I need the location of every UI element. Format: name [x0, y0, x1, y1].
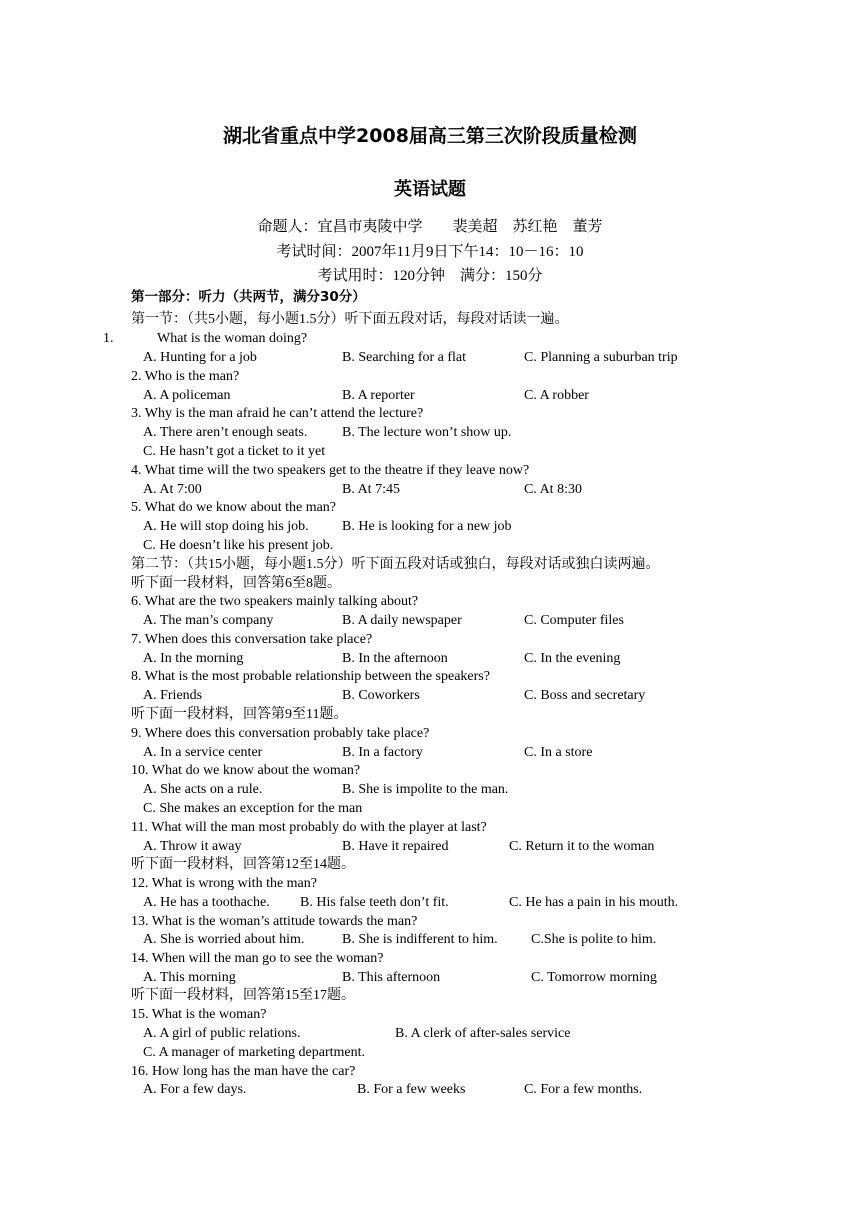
- question-text: 7. When does this conversation take place?: [131, 632, 373, 647]
- option-b: B. She is impolite to the man.: [342, 782, 509, 797]
- question-text: 11. What will the man most probably do with the player at last?: [131, 820, 487, 835]
- option-b: B. A clerk of after-sales service: [395, 1026, 571, 1041]
- question-text: 14. When will the man go to see the woman?: [131, 951, 384, 966]
- option-a: A. A policeman: [143, 388, 231, 403]
- question-text: 13. What is the woman’s attitude towards the man?: [131, 914, 418, 929]
- option-b: B. In the afternoon: [342, 651, 448, 666]
- option-a: A. She acts on a rule.: [143, 782, 263, 797]
- option-c: C. In the evening: [524, 651, 621, 666]
- question-text: 12. What is wrong with the man?: [131, 876, 317, 891]
- option-c: C. She makes an exception for the man: [143, 801, 363, 816]
- question-text: 15. What is the woman?: [131, 1007, 267, 1022]
- option-c: C.She is polite to him.: [531, 932, 657, 947]
- option-c: C. A manager of marketing department.: [143, 1045, 365, 1060]
- option-a: A. A girl of public relations.: [143, 1026, 301, 1041]
- option-b: B. Have it repaired: [342, 839, 449, 854]
- question-text: 2. Who is the man?: [131, 369, 240, 384]
- exam-subtitle: 英语试题: [394, 179, 466, 200]
- option-c: C. For a few months.: [524, 1082, 643, 1097]
- option-b: B. A reporter: [342, 388, 415, 403]
- option-a: A. He will stop doing his job.: [143, 519, 309, 534]
- section2-intro: 第二节：（共15小题，每小题1.5分）听下面五段对话或独白，每段对话或独白读两遍。: [131, 557, 660, 572]
- option-c: C. A robber: [524, 388, 589, 403]
- option-a: A. Hunting for a job: [143, 350, 257, 365]
- option-b: B. He is looking for a new job: [342, 519, 512, 534]
- question-text: 10. What do we know about the woman?: [131, 763, 361, 778]
- option-c: C. At 8:30: [524, 482, 582, 497]
- question-text: 16. How long has the man have the car?: [131, 1064, 356, 1079]
- option-c: C. He doesn’t like his present job.: [143, 538, 334, 553]
- question-number: 1.: [103, 331, 114, 346]
- option-b: B. She is indifferent to him.: [342, 932, 498, 947]
- option-a: A. For a few days.: [143, 1082, 247, 1097]
- material-intro: 听下面一段材料，回答第15至17题。: [131, 988, 355, 1003]
- duration-line: 考试用时：120分钟 满分：150分: [317, 268, 543, 284]
- option-b: B. Searching for a flat: [342, 350, 467, 365]
- option-c: C. Planning a suburban trip: [524, 350, 678, 365]
- option-b: B. A daily newspaper: [342, 613, 462, 628]
- option-a: A. She is worried about him.: [143, 932, 305, 947]
- option-b: B. At 7:45: [342, 482, 400, 497]
- option-a: A. He has a toothache.: [143, 895, 270, 910]
- material-intro: 听下面一段材料，回答第9至11题。: [131, 707, 348, 722]
- question-text: 5. What do we know about the man?: [131, 500, 337, 515]
- exam-time-line: 考试时间：2007年11月9日下午14：10－16：10: [276, 244, 584, 260]
- section1-intro: 第一节：（共5小题，每小题1.5分）听下面五段对话，每段对话读一遍。: [131, 312, 569, 327]
- option-c: C. Computer files: [524, 613, 624, 628]
- option-b: B. The lecture won’t show up.: [342, 425, 512, 440]
- question-text: 8. What is the most probable relationship between the speakers?: [131, 669, 490, 684]
- material-intro: 听下面一段材料，回答第12至14题。: [131, 857, 355, 872]
- option-a: A. In the morning: [143, 651, 244, 666]
- question-text: 4. What time will the two speakers get to the theatre if they leave now?: [131, 463, 530, 478]
- option-b: B. In a factory: [342, 745, 423, 760]
- option-a: A. There aren’t enough seats.: [143, 425, 308, 440]
- option-c: C. He hasn’t got a ticket to it yet: [143, 444, 326, 459]
- option-c: C. Return it to the woman: [509, 839, 655, 854]
- option-b: B. This afternoon: [342, 970, 441, 985]
- option-c: C. Tomorrow morning: [531, 970, 657, 985]
- option-a: A. The man’s company: [143, 613, 274, 628]
- option-b: B. Coworkers: [342, 688, 420, 703]
- option-c: C. He has a pain in his mouth.: [509, 895, 679, 910]
- question-text: 3. Why is the man afraid he can’t attend the lecture?: [131, 406, 424, 421]
- option-a: A. Throw it away: [143, 839, 242, 854]
- question-text: 6. What are the two speakers mainly talking about?: [131, 594, 419, 609]
- option-b: B. For a few weeks: [357, 1082, 466, 1097]
- option-c: C. Boss and secretary: [524, 688, 646, 703]
- part1-heading: 第一部分：听力（共两节，满分30分）: [131, 289, 366, 305]
- option-a: A. This morning: [143, 970, 236, 985]
- option-b: B. His false teeth don’t fit.: [300, 895, 449, 910]
- exam-title: 湖北省重点中学2008届高三第三次阶段质量检测: [223, 125, 637, 147]
- material-intro: 听下面一段材料，回答第6至8题。: [131, 576, 341, 591]
- option-a: A. At 7:00: [143, 482, 202, 497]
- question-text: 9. Where does this conversation probably take place?: [131, 726, 430, 741]
- option-c: C. In a store: [524, 745, 593, 760]
- question-text: What is the woman doing?: [157, 331, 308, 346]
- authors-line: 命题人：宜昌市夷陵中学 裴美超 苏红艳 董芳: [257, 219, 603, 235]
- option-a: A. Friends: [143, 688, 203, 703]
- option-a: A. In a service center: [143, 745, 263, 760]
